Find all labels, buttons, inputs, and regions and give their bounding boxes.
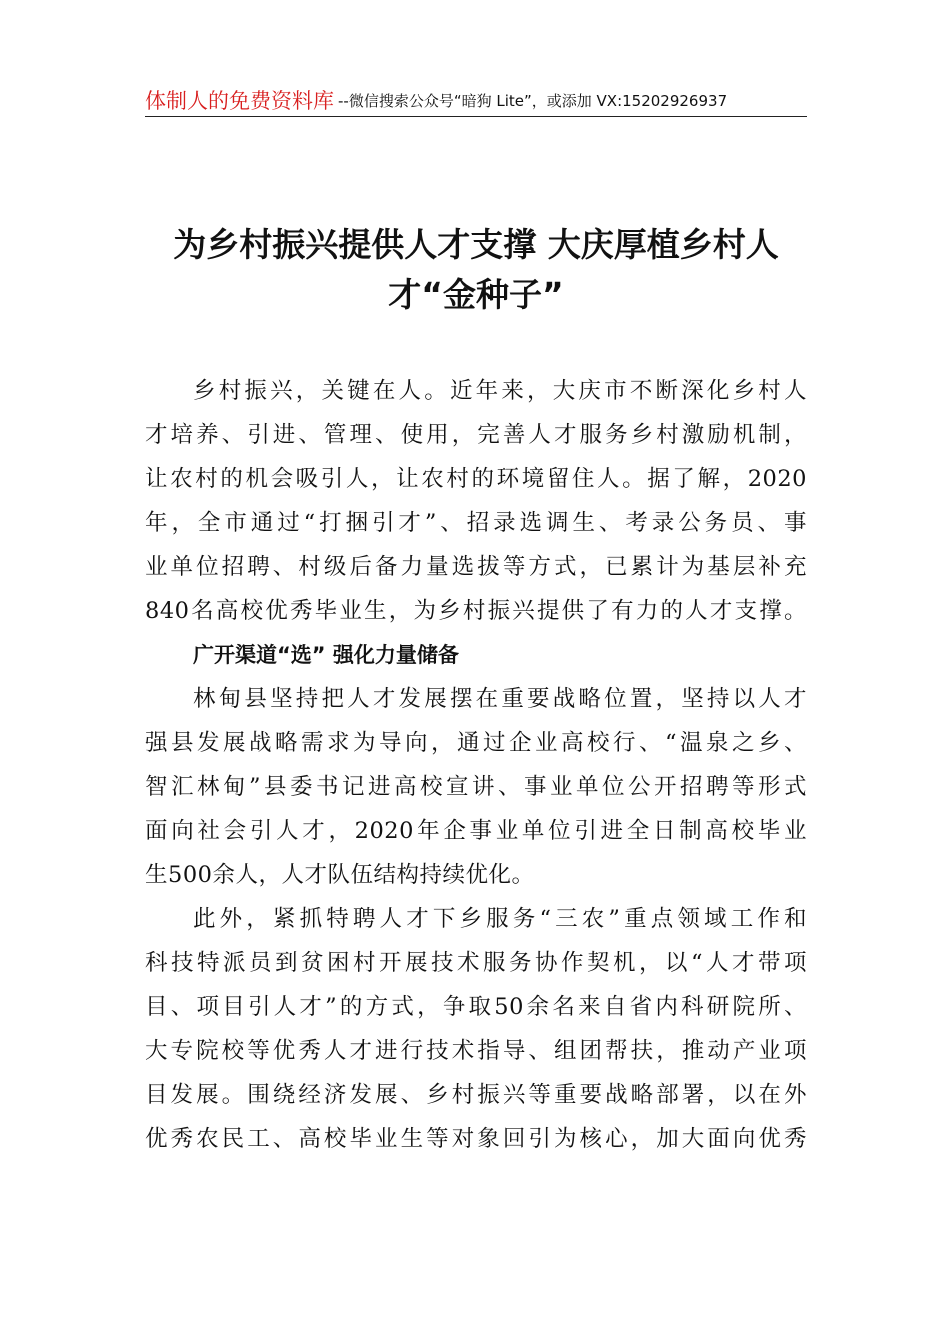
body-line: 强县发展战略需求为导向，通过企业高校行、“温泉之乡、 (145, 730, 807, 756)
body-line: 才培养、引进、管理、使用，完善人才服务乡村激励机制， (145, 422, 807, 448)
section-subheading: 广开渠道“选” 强化力量储备 (193, 643, 459, 667)
document-body (145, 369, 807, 1161)
body-line: 年，全市通过“打捆引才”、招录选调生、考录公务员、事 (145, 510, 807, 536)
document-title (145, 220, 807, 320)
body-line: 优秀农民工、高校毕业生等对象回引为核心，加大面向优秀 (145, 1126, 807, 1152)
title-line-1: 为乡村振兴提供人才支撑 大庆厚植乡村人 (173, 225, 779, 264)
body-line: 智汇林甸”县委书记进高校宣讲、事业单位公开招聘等形式 (145, 774, 807, 800)
body-line: 科技特派员到贫困村开展技术服务协作契机，以“人才带项 (145, 950, 807, 976)
body-line: 面向社会引人才，2020年企事业单位引进全日制高校毕业 (145, 818, 807, 844)
body-line: 业单位招聘、村级后备力量选拔等方式，已累计为基层补充 (145, 554, 807, 580)
body-line: 此外，紧抓特聘人才下乡服务“三农”重点领域工作和 (193, 906, 807, 932)
body-line: 让农村的机会吸引人，让农村的环境留住人。据了解，2020 (145, 466, 807, 492)
body-line: 目、项目引人才”的方式，争取50余名来自省内科研院所、 (145, 994, 807, 1020)
header-brand: 体制人的免费资料库 (145, 89, 334, 113)
body-line: 生500余人，人才队伍结构持续优化。 (145, 862, 535, 888)
header-tagline: --微信搜索公众号“暗狗 Lite”，或添加 VX:15202926937 (338, 91, 728, 110)
page-header (145, 84, 807, 117)
body-line: 大专院校等优秀人才进行技术指导、组团帮扶，推动产业项 (145, 1038, 807, 1064)
body-line: 林甸县坚持把人才发展摆在重要战略位置，坚持以人才 (193, 686, 807, 712)
body-line: 目发展。围绕经济发展、乡村振兴等重要战略部署，以在外 (145, 1082, 807, 1108)
body-line: 840名高校优秀毕业生，为乡村振兴提供了有力的人才支撑。 (145, 598, 807, 624)
title-line-2: 才“金种子” (388, 275, 564, 314)
body-line: 乡村振兴，关键在人。近年来，大庆市不断深化乡村人 (193, 378, 807, 404)
